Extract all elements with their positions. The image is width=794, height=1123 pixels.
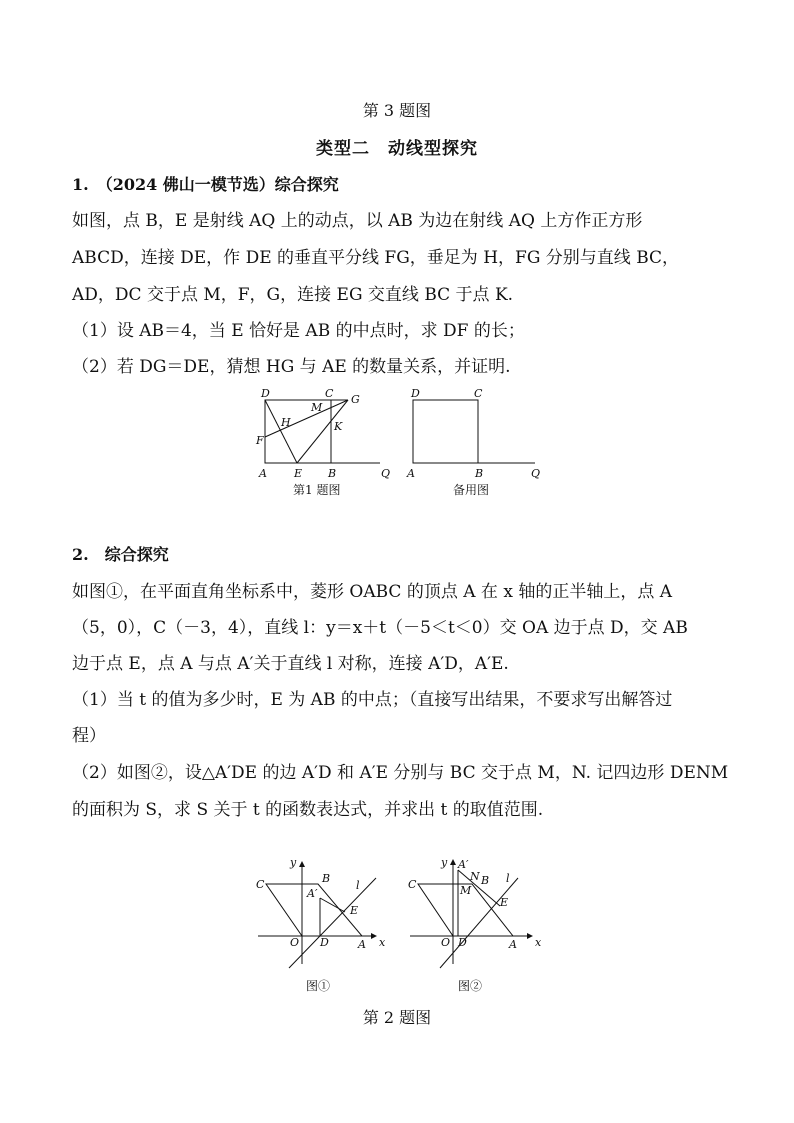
label-C: C bbox=[474, 387, 483, 400]
q1-fig1-caption: 第1 题图 bbox=[293, 483, 341, 497]
section-title: 类型二 动线型探究 bbox=[316, 139, 478, 159]
segment-a-prime-e bbox=[320, 898, 345, 912]
q1-fig2-caption: 备用图 bbox=[453, 483, 490, 497]
label-M: M bbox=[460, 884, 472, 897]
q2-line-2: （5，0），C（－3，4），直线 l：y＝x＋t（－5＜t＜0）交 OA 边于点 D，交 AB bbox=[72, 618, 688, 638]
label-D: D bbox=[458, 936, 467, 949]
label-Q: Q bbox=[381, 467, 391, 480]
q1-title: 1. （2024 佛山一模节选）综合探究 bbox=[72, 175, 339, 194]
q1-line-2: ABCD，连接 DE，作 DE 的垂直平分线 FG，垂足为 H，FG 分别与直线 BC， bbox=[72, 248, 680, 268]
label-M: M bbox=[311, 401, 323, 414]
label-B: B bbox=[481, 874, 490, 887]
q1-figure-2 bbox=[402, 384, 548, 500]
q2-title: 2. 综合探究 bbox=[72, 545, 169, 564]
q2-part-2: （2）如图②，设△A′DE 的边 A′D 和 A′E 分别与 BC 交于点 M，N. 记四边形 DENM bbox=[72, 763, 729, 783]
label-F: F bbox=[256, 434, 264, 447]
label-O: O bbox=[290, 936, 300, 949]
q2-part-1-cont: 程） bbox=[72, 726, 106, 746]
label-D: D bbox=[320, 936, 329, 949]
label-x: x bbox=[379, 936, 386, 949]
label-H: H bbox=[281, 416, 291, 429]
q2-figure-caption: 第 2 题图 bbox=[362, 1008, 432, 1027]
prev-figure-caption: 第 3 题图 bbox=[362, 101, 432, 120]
q1-part-2: （2）若 DG＝DE，猜想 HG 与 AE 的数量关系，并证明. bbox=[72, 357, 511, 377]
label-a-prime: A′ bbox=[458, 858, 469, 871]
label-y: y bbox=[290, 856, 297, 869]
label-l: l bbox=[506, 872, 510, 885]
label-D: D bbox=[261, 387, 270, 400]
label-A: A bbox=[407, 467, 415, 480]
label-A: A bbox=[358, 938, 366, 951]
label-C: C bbox=[408, 878, 417, 891]
label-E: E bbox=[350, 904, 359, 917]
label-B: B bbox=[328, 467, 337, 480]
label-x: x bbox=[535, 936, 542, 949]
label-A: A bbox=[259, 467, 267, 480]
segment-de bbox=[265, 400, 297, 463]
q2-part-1: （1）当 t 的值为多少时，E 为 AB 的中点；（直接写出结果，不要求写出解答过 bbox=[72, 690, 673, 710]
square-abcd-backup bbox=[413, 400, 478, 463]
label-O: O bbox=[441, 936, 451, 949]
label-E: E bbox=[294, 467, 303, 480]
label-B: B bbox=[475, 467, 484, 480]
q1-part-1: （1）设 AB＝4，当 E 恰好是 AB 的中点时，求 DF 的长； bbox=[72, 321, 525, 341]
label-B: B bbox=[322, 872, 331, 885]
q1-line-3: AD，DC 交于点 M，F，G，连接 EG 交直线 BC 于点 K. bbox=[72, 285, 514, 305]
label-G: G bbox=[351, 393, 360, 406]
label-C: C bbox=[325, 387, 334, 400]
label-E: E bbox=[500, 896, 509, 909]
q2-figure-2 bbox=[400, 852, 548, 997]
line-l bbox=[440, 878, 518, 968]
q2-part-2-cont: 的面积为 S，求 S 关于 t 的函数表达式，并求出 t 的取值范围. bbox=[72, 800, 544, 820]
q2-figure-1 bbox=[250, 852, 395, 997]
q1-line-1: 如图，点 B，E 是射线 AQ 上的动点，以 AB 为边在射线 AQ 上方作正方形 bbox=[72, 211, 643, 231]
label-K: K bbox=[334, 420, 343, 433]
label-y: y bbox=[441, 856, 448, 869]
label-N: N bbox=[470, 870, 480, 883]
label-C: C bbox=[256, 878, 265, 891]
label-a-prime: A′ bbox=[307, 887, 318, 900]
label-D: D bbox=[411, 387, 420, 400]
label-l: l bbox=[356, 879, 360, 892]
q1-figure-1 bbox=[250, 384, 400, 500]
q2-line-1: 如图①，在平面直角坐标系中，菱形 OABC 的顶点 A 在 x 轴的正半轴上，点 A bbox=[72, 582, 672, 602]
label-Q: Q bbox=[531, 467, 541, 480]
q2-fig2-caption: 图② bbox=[458, 979, 483, 993]
q2-fig1-caption: 图① bbox=[306, 979, 331, 993]
label-A: A bbox=[509, 938, 517, 951]
q2-line-3: 边于点 E，点 A 与点 A′关于直线 l 对称，连接 A′D，A′E. bbox=[72, 654, 509, 674]
